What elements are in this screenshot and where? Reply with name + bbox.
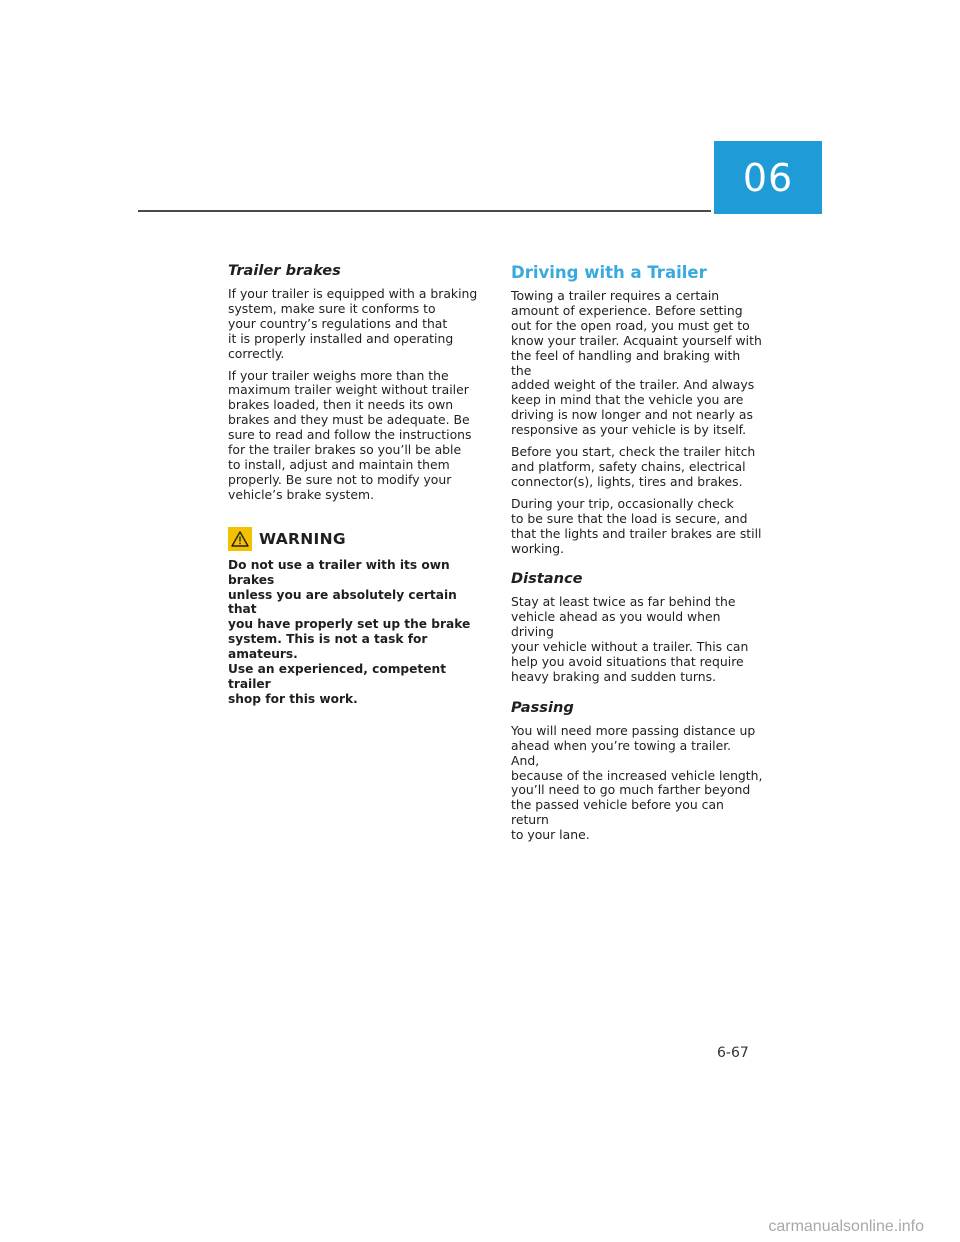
driving-with-trailer-heading: Driving with a Trailer	[511, 263, 707, 282]
driving-paragraph-1: Towing a trailer requires a certain amount of experience. Before setting out for the open road, you must get to know your trailer. Acquaint yourself with the feel of handling and braking with the added weight of the trailer. And always keep in mind that the vehicle you are driving is now longer and not nearly as responsive as your vehicle is by itself.	[511, 288, 762, 438]
passing-text: You will need more passing distance up ahead when you’re towing a trailer. And, because of the increased vehicle length, you’ll need to go much farther beyond the passed vehicle before you can return to your lane.	[511, 722, 763, 843]
warning-header	[228, 527, 480, 551]
watermark: carmanualsonline.info	[768, 1218, 924, 1235]
distance-heading: Distance	[511, 570, 583, 588]
trailer-brakes-paragraph-2: If your trailer weighs more than the maximum trailer weight without trailer brakes loaded, then it needs its own brakes and they must be adequate. Be sure to read and follow the instructions for the trailer brakes so you’ll be able to install, adjust and maintain them properly. Be sure not to modify your vehicle’s brake system.	[228, 367, 472, 502]
distance-text: Stay at least twice as far behind the vehicle ahead as you would when driving your vehicle without a trailer. This can help you avoid situations that require heavy braking and sudden turns.	[511, 594, 749, 684]
chapter-number: 06	[742, 155, 794, 200]
trailer-brakes-heading: Trailer brakes	[228, 262, 341, 279]
right-column	[511, 262, 763, 850]
warning-triangle-icon	[228, 527, 252, 551]
page-number: 6-67	[717, 1045, 749, 1061]
header-rule	[138, 210, 711, 212]
warning-body: Do not use a trailer with its own brakes unless you are absolutely certain that you have properly set up the brake system. This is not a task for amateurs. Use an experienced, competent trailer shop for this work.	[228, 557, 471, 706]
driving-paragraph-2: Before you start, check the trailer hitch and platform, safety chains, electrical connector(s), lights, tires and brakes.	[511, 444, 756, 489]
warning-title: WARNING	[259, 529, 346, 548]
passing-heading: Passing	[511, 698, 574, 716]
driving-paragraph-3: During your trip, occasionally check to be sure that the load is secure, and that the lights and trailer brakes are still working.	[511, 495, 762, 556]
left-column	[228, 262, 480, 714]
trailer-brakes-paragraph-1: If your trailer is equipped with a braking system, make sure it conforms to your country’s regulations and that it is properly installed and operating correctly.	[228, 286, 478, 361]
chapter-tab	[714, 141, 822, 214]
